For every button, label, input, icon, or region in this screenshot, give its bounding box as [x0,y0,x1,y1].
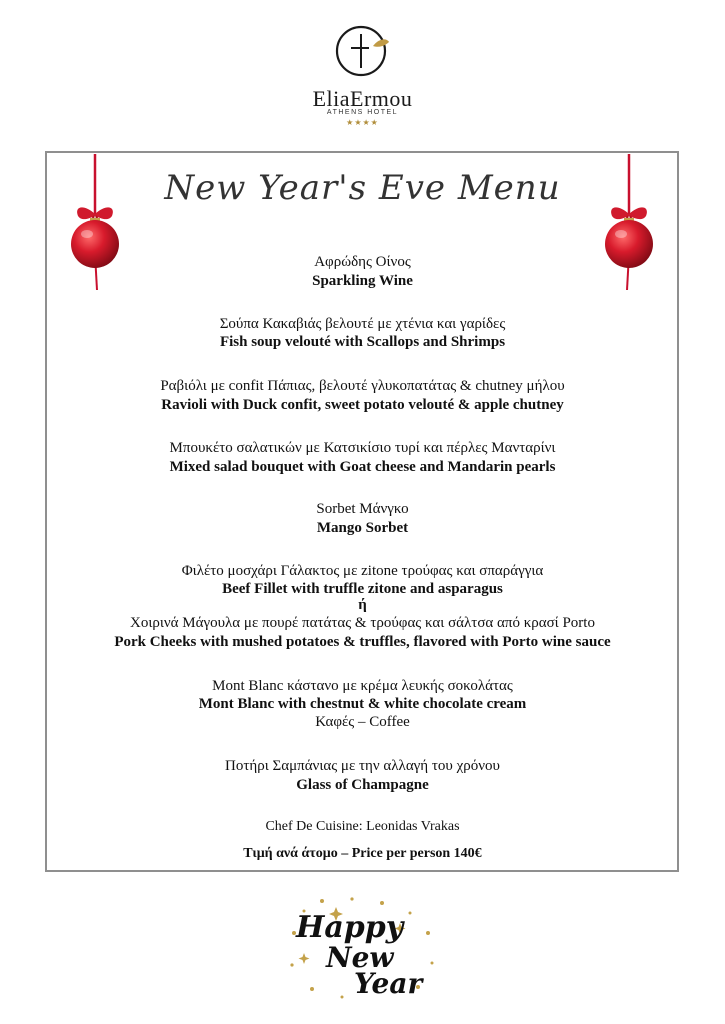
course-greek: Sorbet Μάνγκο [316,501,409,517]
course-greek: Mont Blanc κάστανο με κρέμα λευκής σοκολάτας [212,678,513,694]
price-per-person: Τιμή ανά άτομο – Price per person 140€ [243,846,482,861]
hotel-stars: ★★★★ [346,118,379,127]
greeting-happy: Happy [296,910,404,945]
course-english: Mango Sorbet [316,520,409,536]
course-greek: Αφρώδης Οίνος [314,254,411,270]
greeting-year: Year [354,967,423,1000]
course-greek: Μπουκέτο σαλατικών με Κατσικίσιο τυρί και πέρλες Μανταρίνι [169,440,556,456]
course-english: Sparkling Wine [312,273,413,289]
menu-title: New Year's Eve Menu [164,168,561,208]
hotel-location: ATHENS HOTEL [326,109,399,116]
chef-credit: Chef De Cuisine: Leonidas Vrakas [265,819,460,834]
olive-branch-logo-icon [333,22,391,80]
course-english: Mont Blanc with chestnut & white chocolate cream [198,696,527,712]
course-english: Ravioli with Duck confit, sweet potato velouté & apple chutney [161,397,564,413]
course-or-separator: ή [358,597,367,613]
course-english: Mixed salad bouquet with Goat cheese and Mandarin pearls [169,459,556,475]
course-greek: Ποτήρι Σαμπάνιας με την αλλαγή του χρόνου [225,758,500,774]
course-greek: Ραβιόλι με confit Πάπιας, βελουτέ γλυκοπατάτας & chutney μήλου [160,378,565,394]
course-extra: Καφές – Coffee [315,714,410,730]
hotel-logo [0,0,725,145]
course-english: Beef Fillet with truffle zitone and asparagus [222,581,503,597]
greeting-new: New [326,941,394,974]
course-greek: Φιλέτο μοσχάρι Γάλακτος με zitone τρούφας και σπαράγγια [181,563,544,579]
course-english: Glass of Champagne [296,777,429,793]
course-english: Fish soup velouté with Scallops and Shrimps [219,334,506,350]
happy-new-year-graphic [282,893,442,1003]
course-english: Pork Cheeks with mushed potatoes & truffles, flavored with Porto wine sauce [114,634,611,650]
course-greek: Σούπα Κακαβιάς βελουτέ με χτένια και γαρίδες [219,316,506,332]
hotel-name: EliaErmou [312,86,413,111]
course-greek: Χοιρινά Μάγουλα με πουρέ πατάτας & τρούφας και σάλτσα από κρασί Porto [130,615,595,631]
